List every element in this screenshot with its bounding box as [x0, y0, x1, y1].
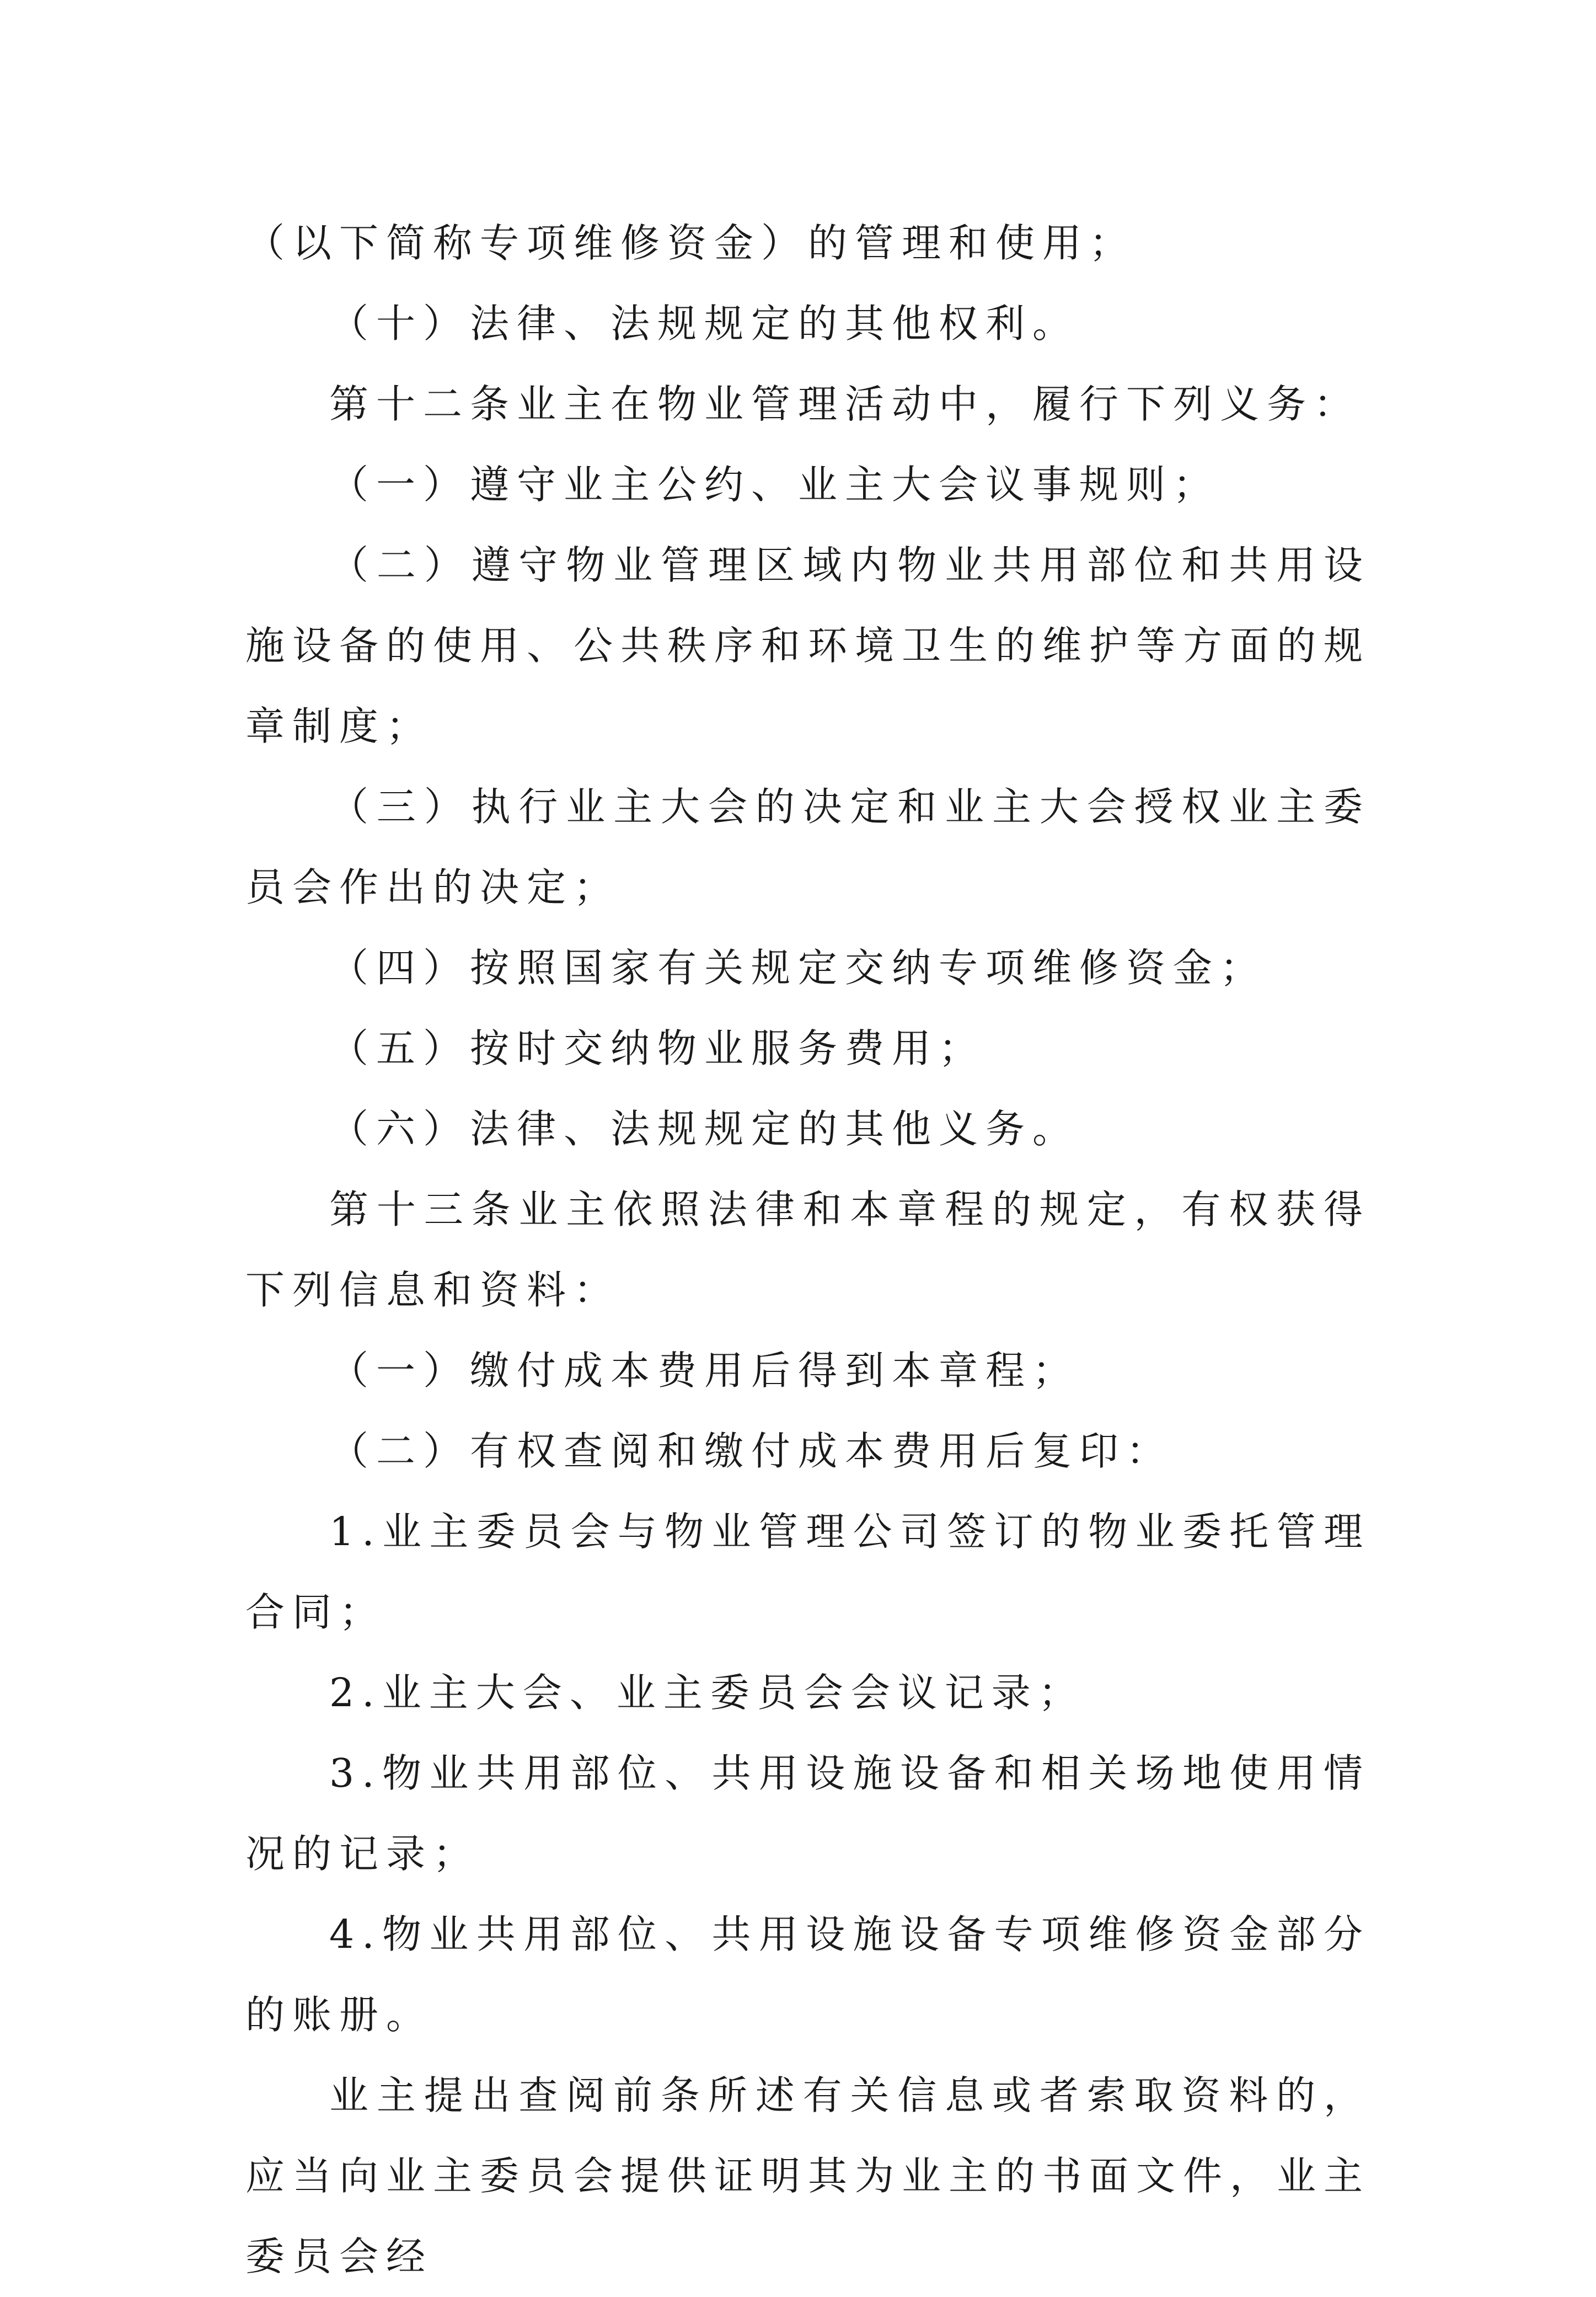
document-body — [245, 203, 1370, 2297]
paragraph-article-12: 第十二条业主在物业管理活动中，履行下列义务： — [329, 381, 1361, 427]
paragraph-duty-2: （二）遵守物业管理区域内物业共用部位和共用设施设备的使用、公共秩序和环境卫生的维护等方面的规章制度； — [245, 542, 1371, 749]
paragraph-item-1: 1.业主委员会与物业管理公司签订的物业委托管理合同； — [245, 1509, 1370, 1635]
paragraph-inspection-request: 业主提出查阅前条所述有关信息或者索取资料的，应当向业主委员会提供证明其为业主的书面文件，业主委员会经 — [245, 2072, 1371, 2279]
paragraph-article-13: 第十三条业主依照法律和本章程的规定，有权获得下列信息和资料： — [245, 1187, 1370, 1313]
paragraph-duty-3: （三）执行业主大会的决定和业主大会授权业主委员会作出的决定； — [245, 784, 1370, 910]
paragraph-item-2: 2.业主大会、业主委员会会议记录； — [329, 1670, 1085, 1716]
paragraph-continuation: （以下简称专项维修资金）的管理和使用； — [245, 220, 1137, 266]
paragraph-duty-5: （五）按时交纳物业服务费用； — [329, 1025, 986, 1071]
paragraph-duty-4: （四）按照国家有关规定交纳专项维修资金； — [329, 945, 1267, 991]
paragraph-item-4: 4.物业共用部位、共用设施设备专项维修资金部分的账册。 — [245, 1911, 1370, 2038]
paragraph-info-2: （二）有权查阅和缴付成本费用后复印： — [329, 1428, 1174, 1474]
paragraph-info-1: （一）缴付成本费用后得到本章程； — [329, 1348, 1080, 1393]
paragraph-duty-6: （六）法律、法规规定的其他义务。 — [329, 1106, 1080, 1152]
paragraph-right-10: （十）法律、法规规定的其他权利。 — [329, 301, 1080, 346]
paragraph-item-3: 3.物业共用部位、共用设施设备和相关场地使用情况的记录； — [245, 1750, 1370, 1877]
paragraph-duty-1: （一）遵守业主公约、业主大会议事规则； — [329, 462, 1220, 508]
